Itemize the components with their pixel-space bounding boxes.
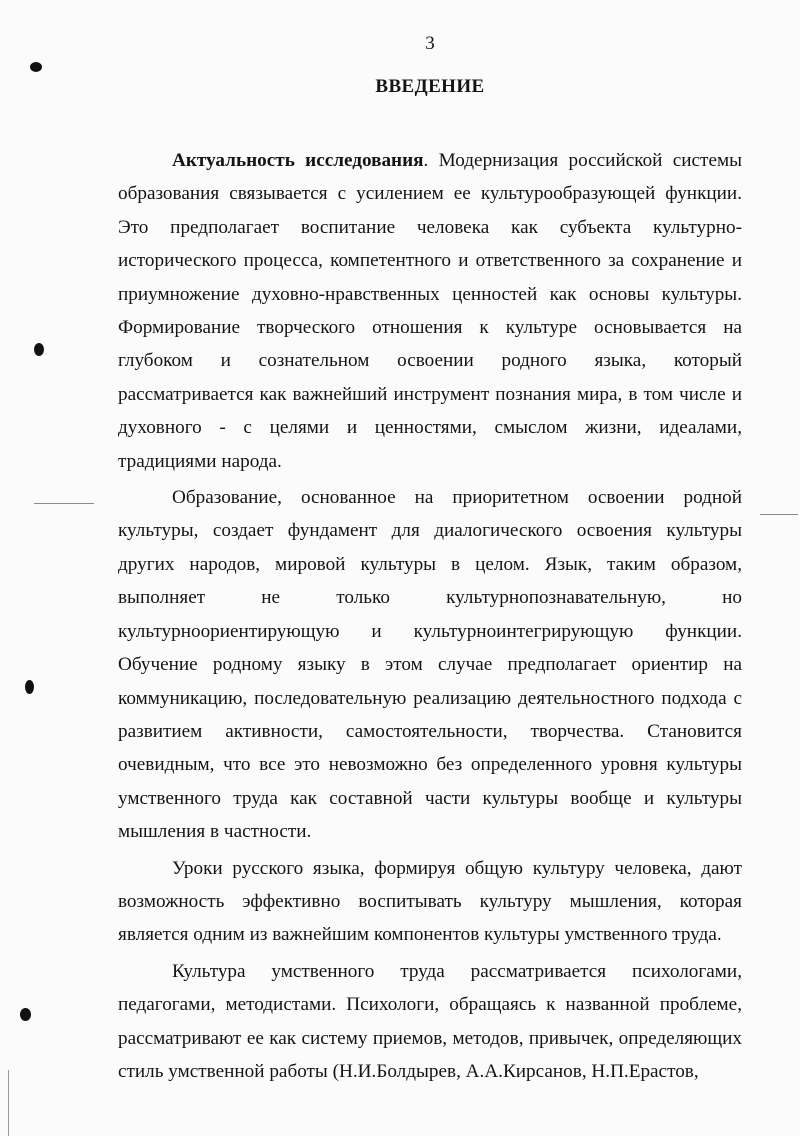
scan-speck	[20, 1008, 31, 1021]
scan-line	[760, 514, 798, 515]
scan-speck	[30, 62, 42, 72]
scan-edge	[8, 1070, 9, 1136]
scan-speck	[34, 343, 44, 356]
body-text	[118, 144, 742, 1088]
section-heading: ВВЕДЕНИЕ	[375, 76, 485, 97]
paragraph-2: Образование, основанное на приоритетном освоении родной культуры, создает фундамент для диалогического освоения культуры других народов, мировой культуры в целом. Язык, таким образом, выполняет не только культурнопознавательную, но культурноориентирующую и культурноинтегрирующую функции. Обучение родному языку в этом случае предполагает ориентир на коммуникацию, последовательную реализацию деятельностного подхода с развитием активности, самостоятельности, творчества. Становится очевидным, что все это невозможно без определенного уровня культуры умственного труда как составной части культуры вообще и культуры мышления в частности.	[118, 487, 742, 843]
paragraph-3: Уроки русского языка, формируя общую культуру человека, дают возможность эффективно воспитывать культуру мышления, которая является одним из важнейшим компонентов культуры умственного труда.	[118, 857, 742, 946]
paragraph-text: . Модернизация российской системы образования связывается с усилением ее культурообразующей функции. Это предполагает воспитание человека как субъекта культурно-исторического процесса, компетентного и ответственного за сохранение и приумножение духовно-нравственных ценностей как основы культуры. Формирование творческого отношения к культуре основывается на глубоком и сознательном освоении родного языка, который рассматривается как важнейший инструмент познания мира, в том числе и духовного - с целями и ценностями, смыслом жизни, идеалами, традициями народа.	[118, 150, 742, 472]
scan-speck	[25, 680, 34, 694]
scan-line	[34, 503, 94, 504]
paragraph-4: Культура умственного труда рассматривается психологами, педагогами, методистами. Психологи, обращаясь к названной проблеме, рассматривают ее как систему приемов, методов, привычек, определяющих стиль умственной работы (Н.И.Болдырев, А.А.Кирсанов, Н.П.Ерастов,	[118, 960, 742, 1082]
paragraph-1	[118, 144, 742, 478]
page-number: 3	[425, 33, 435, 54]
paragraph-lead: Актуальность исследования	[172, 150, 424, 171]
